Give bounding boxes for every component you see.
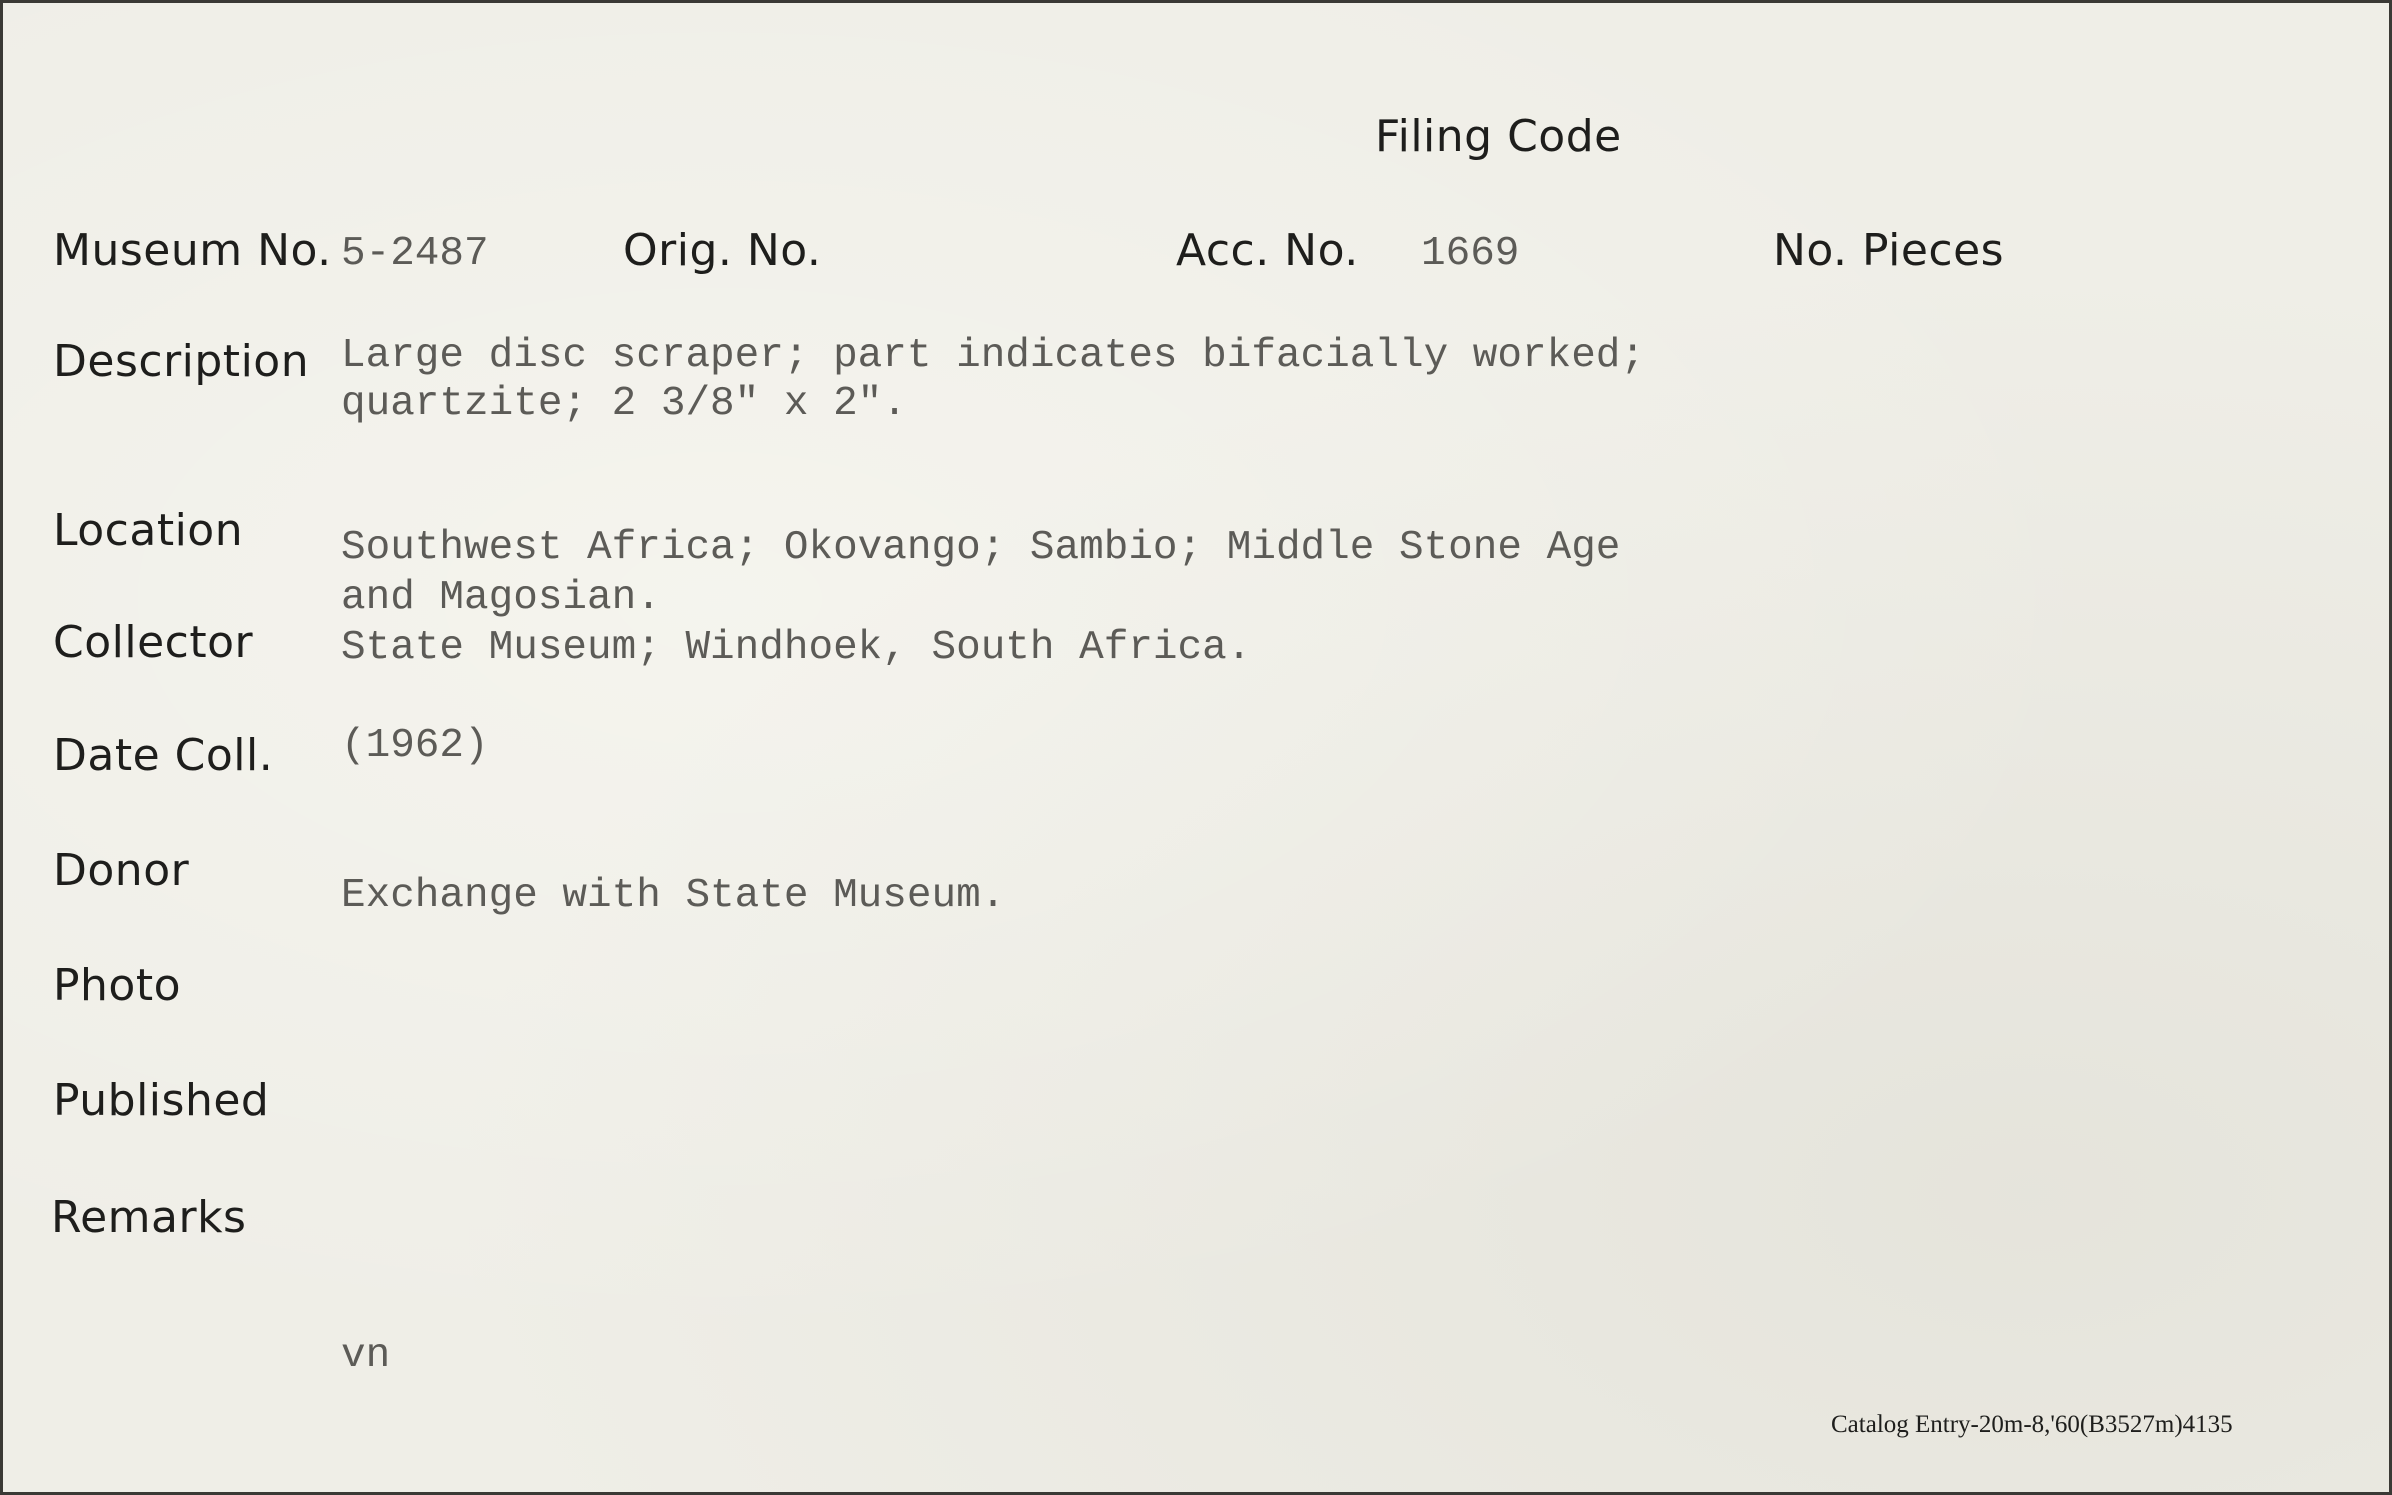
collector-label: Collector: [53, 617, 254, 668]
orig-no-label: Orig. No.: [623, 225, 822, 276]
date-coll-label: Date Coll.: [53, 730, 274, 781]
description-line-1: Large disc scraper; part indicates bifacially worked;: [341, 333, 1646, 379]
donor-value: Exchange with State Museum.: [341, 873, 1006, 919]
collector-value: State Museum; Windhoek, South Africa.: [341, 625, 1252, 671]
date-coll-value: (1962): [341, 723, 489, 769]
initials: vn: [341, 1333, 391, 1379]
location-line-1: Southwest Africa; Okovango; Sambio; Middle Stone Age: [341, 525, 1621, 571]
acc-no-label: Acc. No.: [1176, 225, 1359, 276]
acc-no-value: 1669: [1421, 231, 1520, 277]
photo-label: Photo: [53, 960, 182, 1011]
description-line-2: quartzite; 2 3/8" x 2".: [341, 381, 907, 427]
remarks-label: Remarks: [51, 1192, 247, 1243]
filing-code-label: Filing Code: [1375, 111, 1622, 162]
catalog-entry-footer: Catalog Entry-20m-8,'60(B3527m)4135: [1831, 1411, 2233, 1438]
location-line-2: and Magosian.: [341, 575, 661, 621]
museum-no-value: 5-2487: [341, 231, 489, 277]
museum-no-label: Museum No.: [53, 225, 332, 276]
location-label: Location: [53, 505, 244, 556]
donor-label: Donor: [53, 845, 190, 896]
description-label: Description: [53, 336, 310, 387]
no-pieces-label: No. Pieces: [1773, 225, 2005, 276]
published-label: Published: [53, 1075, 270, 1126]
